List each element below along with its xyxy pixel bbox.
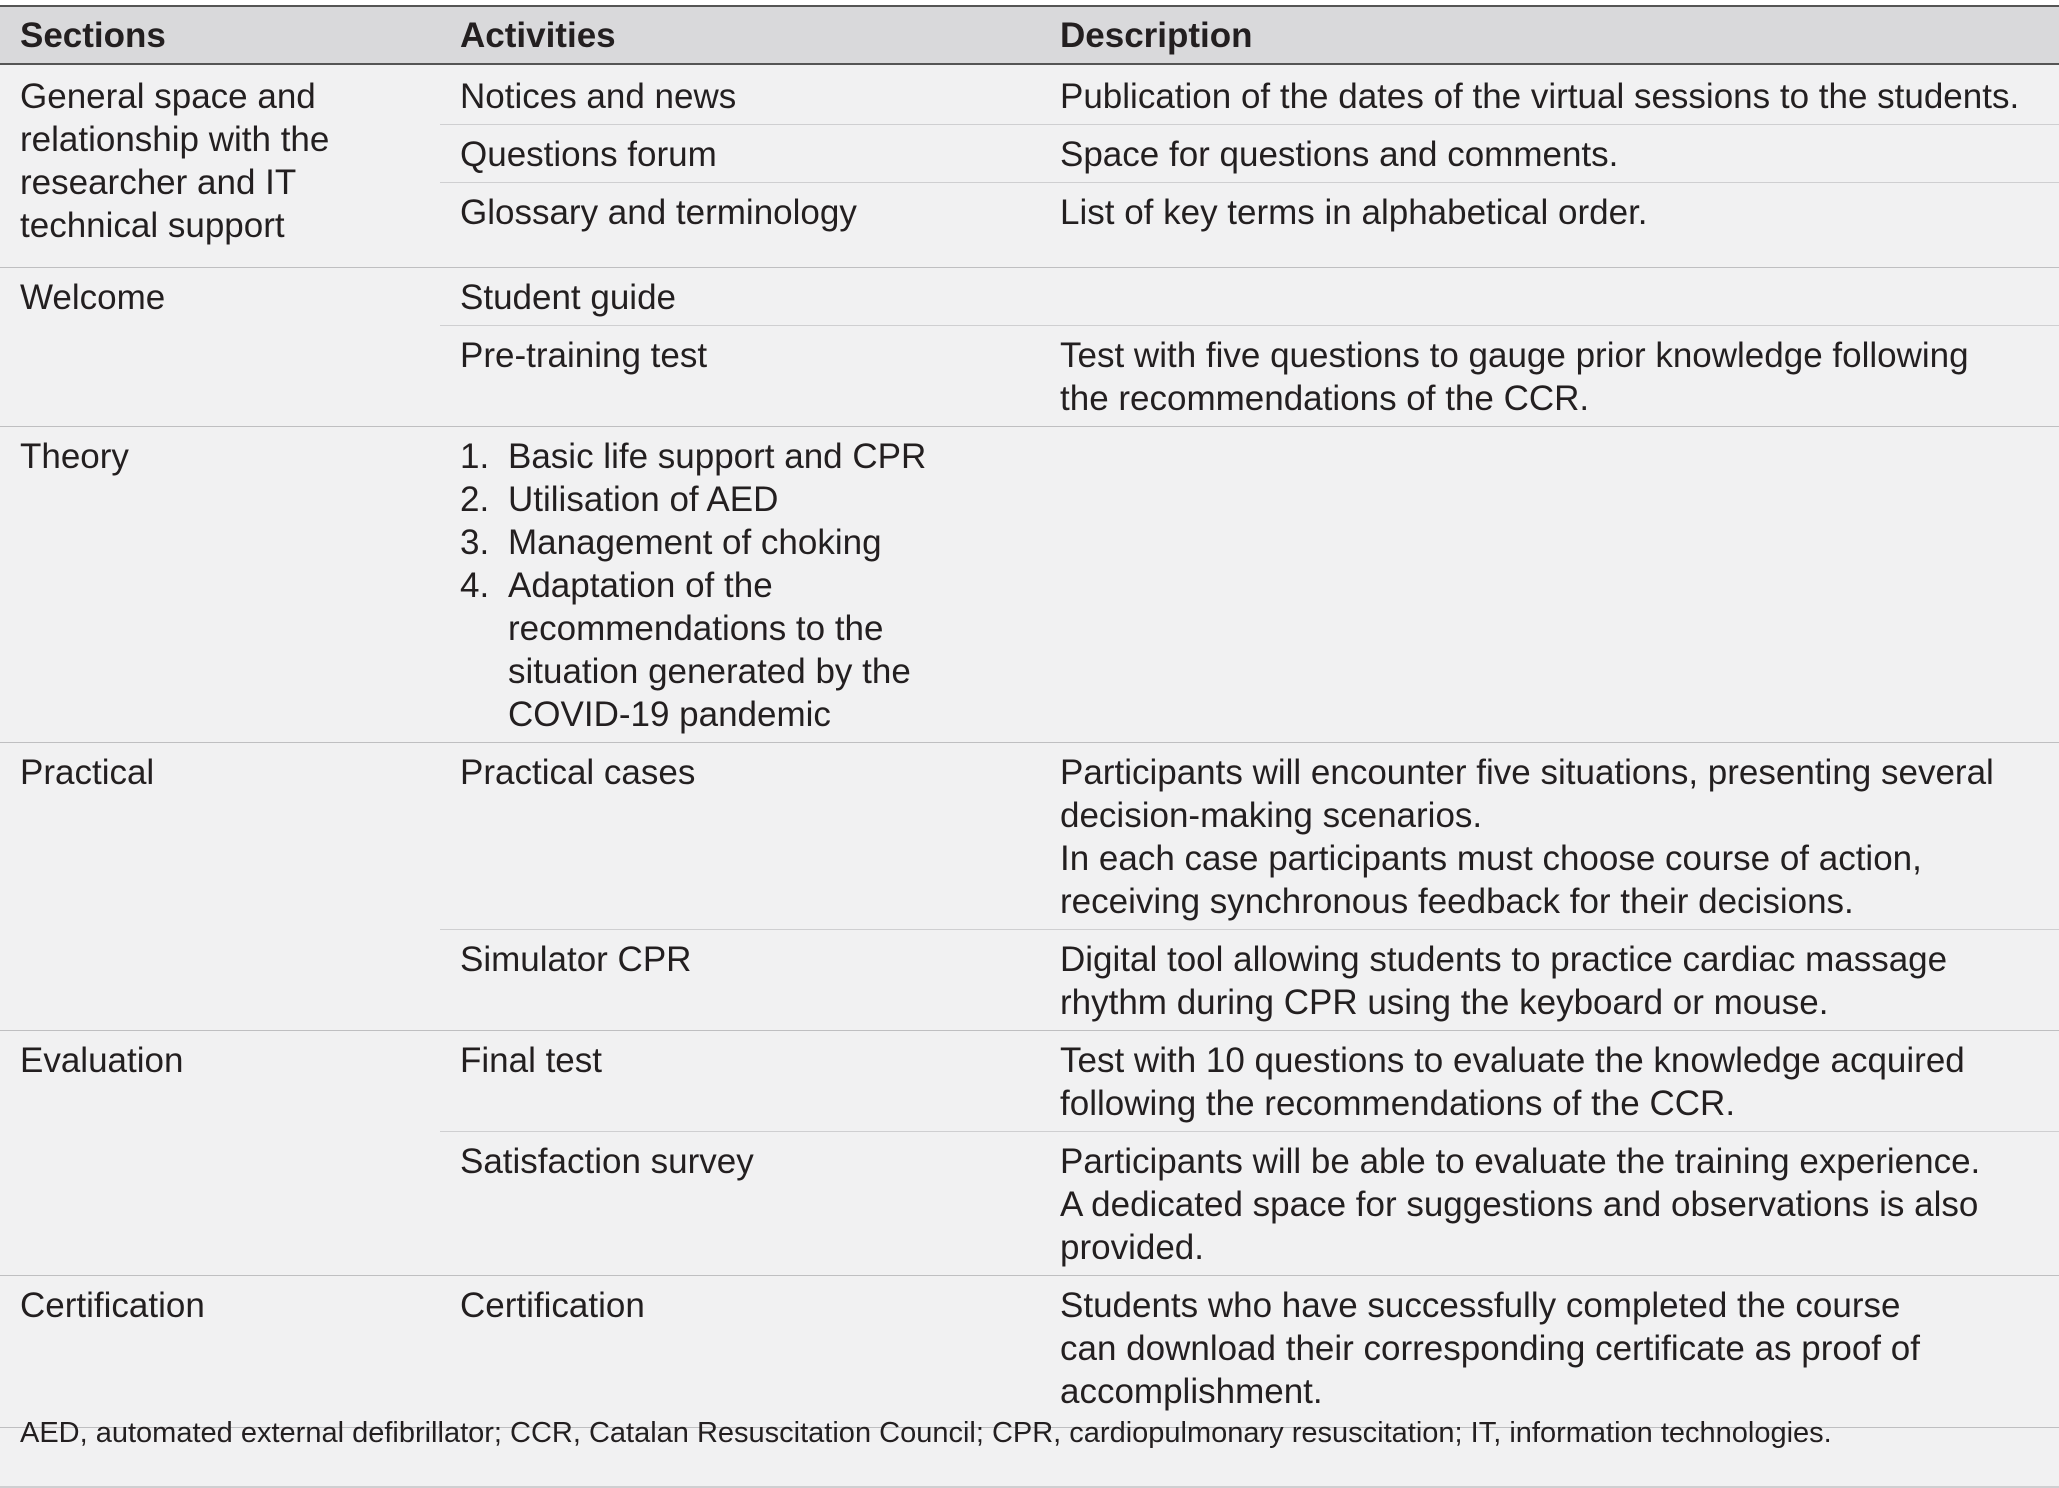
section-line: technical support [20, 206, 285, 245]
description-line: following the recommendations of the CCR. [1060, 1084, 1736, 1123]
list-item-number: 2. [460, 480, 490, 519]
list-item-number: 1. [460, 437, 490, 476]
header-sections: Sections [0, 6, 440, 64]
description-questions-forum: Space for questions and comments. [1040, 125, 2059, 183]
section-line: researcher and IT [20, 163, 297, 202]
training-structure-table [0, 5, 2059, 1428]
list-item-line: situation generated by the [508, 652, 911, 691]
list-item-line: Basic life support and CPR [508, 437, 927, 476]
list-item [460, 521, 1030, 564]
list-item [460, 564, 1030, 736]
activity-final-test: Final test [440, 1031, 1040, 1132]
description-line: Test with five questions to gauge prior knowledge following [1060, 336, 1969, 375]
description-pre-training-test [1040, 326, 2059, 427]
description-certification [1040, 1276, 2059, 1428]
description-line: A dedicated space for suggestions and observations is also [1060, 1185, 1979, 1224]
description-line: Digital tool allowing students to practice cardiac massage [1060, 940, 1948, 979]
table-row [0, 1276, 2059, 1428]
description-line: accomplishment. [1060, 1372, 1323, 1411]
description-line: decision-making scenarios. [1060, 796, 1483, 835]
description-line: rhythm during CPR using the keyboard or mouse. [1060, 983, 1829, 1022]
description-satisfaction-survey [1040, 1132, 2059, 1276]
description-practical-cases [1040, 743, 2059, 930]
section-evaluation: Evaluation [0, 1031, 440, 1276]
description-line: receiving synchronous feedback for their decisions. [1060, 882, 1854, 921]
description-notices: Publication of the dates of the virtual sessions to the students. [1040, 64, 2059, 125]
list-item-line: Utilisation of AED [508, 480, 779, 519]
list-item-number: 3. [460, 523, 490, 562]
section-line: relationship with the [20, 120, 330, 159]
table-row [0, 743, 2059, 930]
activity-glossary: Glossary and terminology [440, 183, 1040, 268]
header-activities: Activities [440, 6, 1040, 64]
table-row [0, 427, 2059, 743]
activity-theory-list [440, 427, 1040, 743]
description-line: the recommendations of the CCR. [1060, 379, 1590, 418]
table-body [0, 64, 2059, 1428]
list-item-text [508, 521, 1030, 564]
list-item [460, 478, 1030, 521]
list-item-line: Management of choking [508, 523, 882, 562]
description-line: Participants will be able to evaluate the training experience. [1060, 1142, 1981, 1181]
theory-list [460, 435, 1030, 736]
section-general [0, 64, 440, 268]
description-line: provided. [1060, 1228, 1204, 1267]
list-item-text [508, 564, 1030, 736]
description-line: Students who have successfully completed the course [1060, 1286, 1901, 1325]
description-final-test [1040, 1031, 2059, 1132]
table-footnote: AED, automated external defibrillator; CCR, Catalan Resuscitation Council; CPR, cardiopulmonary resuscitation; IT, information technologies. [20, 1417, 1832, 1449]
description-line: can download their corresponding certificate as proof of [1060, 1329, 1920, 1368]
description-student-guide [1040, 268, 2059, 326]
description-line: Participants will encounter five situations, presenting several [1060, 753, 1994, 792]
activity-questions-forum: Questions forum [440, 125, 1040, 183]
list-item [460, 435, 1030, 478]
description-glossary: List of key terms in alphabetical order. [1040, 183, 2059, 268]
table-row [0, 64, 2059, 125]
description-simulator-cpr [1040, 930, 2059, 1031]
section-certification: Certification [0, 1276, 440, 1428]
activity-pre-training-test: Pre-training test [440, 326, 1040, 427]
table-row [0, 1031, 2059, 1132]
section-theory: Theory [0, 427, 440, 743]
list-item-line: Adaptation of the [508, 566, 773, 605]
list-item-number: 4. [460, 566, 490, 605]
activity-student-guide: Student guide [440, 268, 1040, 326]
activity-certification: Certification [440, 1276, 1040, 1428]
description-line: Test with 10 questions to evaluate the knowledge acquired [1060, 1041, 1965, 1080]
section-welcome: Welcome [0, 268, 440, 427]
description-theory [1040, 427, 2059, 743]
list-item-text [508, 478, 1030, 521]
activity-satisfaction-survey: Satisfaction survey [440, 1132, 1040, 1276]
training-table-panel [0, 5, 2059, 1488]
header-row [0, 6, 2059, 64]
list-item-text [508, 435, 1030, 478]
table-header [0, 6, 2059, 64]
activity-simulator-cpr: Simulator CPR [440, 930, 1040, 1031]
list-item-line: recommendations to the [508, 609, 884, 648]
list-item-line: COVID-19 pandemic [508, 695, 831, 734]
section-line: General space and [20, 77, 316, 116]
table-row [0, 268, 2059, 326]
section-practical: Practical [0, 743, 440, 1031]
description-line: In each case participants must choose course of action, [1060, 839, 1922, 878]
activity-practical-cases: Practical cases [440, 743, 1040, 930]
header-description: Description [1040, 6, 2059, 64]
activity-notices: Notices and news [440, 64, 1040, 125]
